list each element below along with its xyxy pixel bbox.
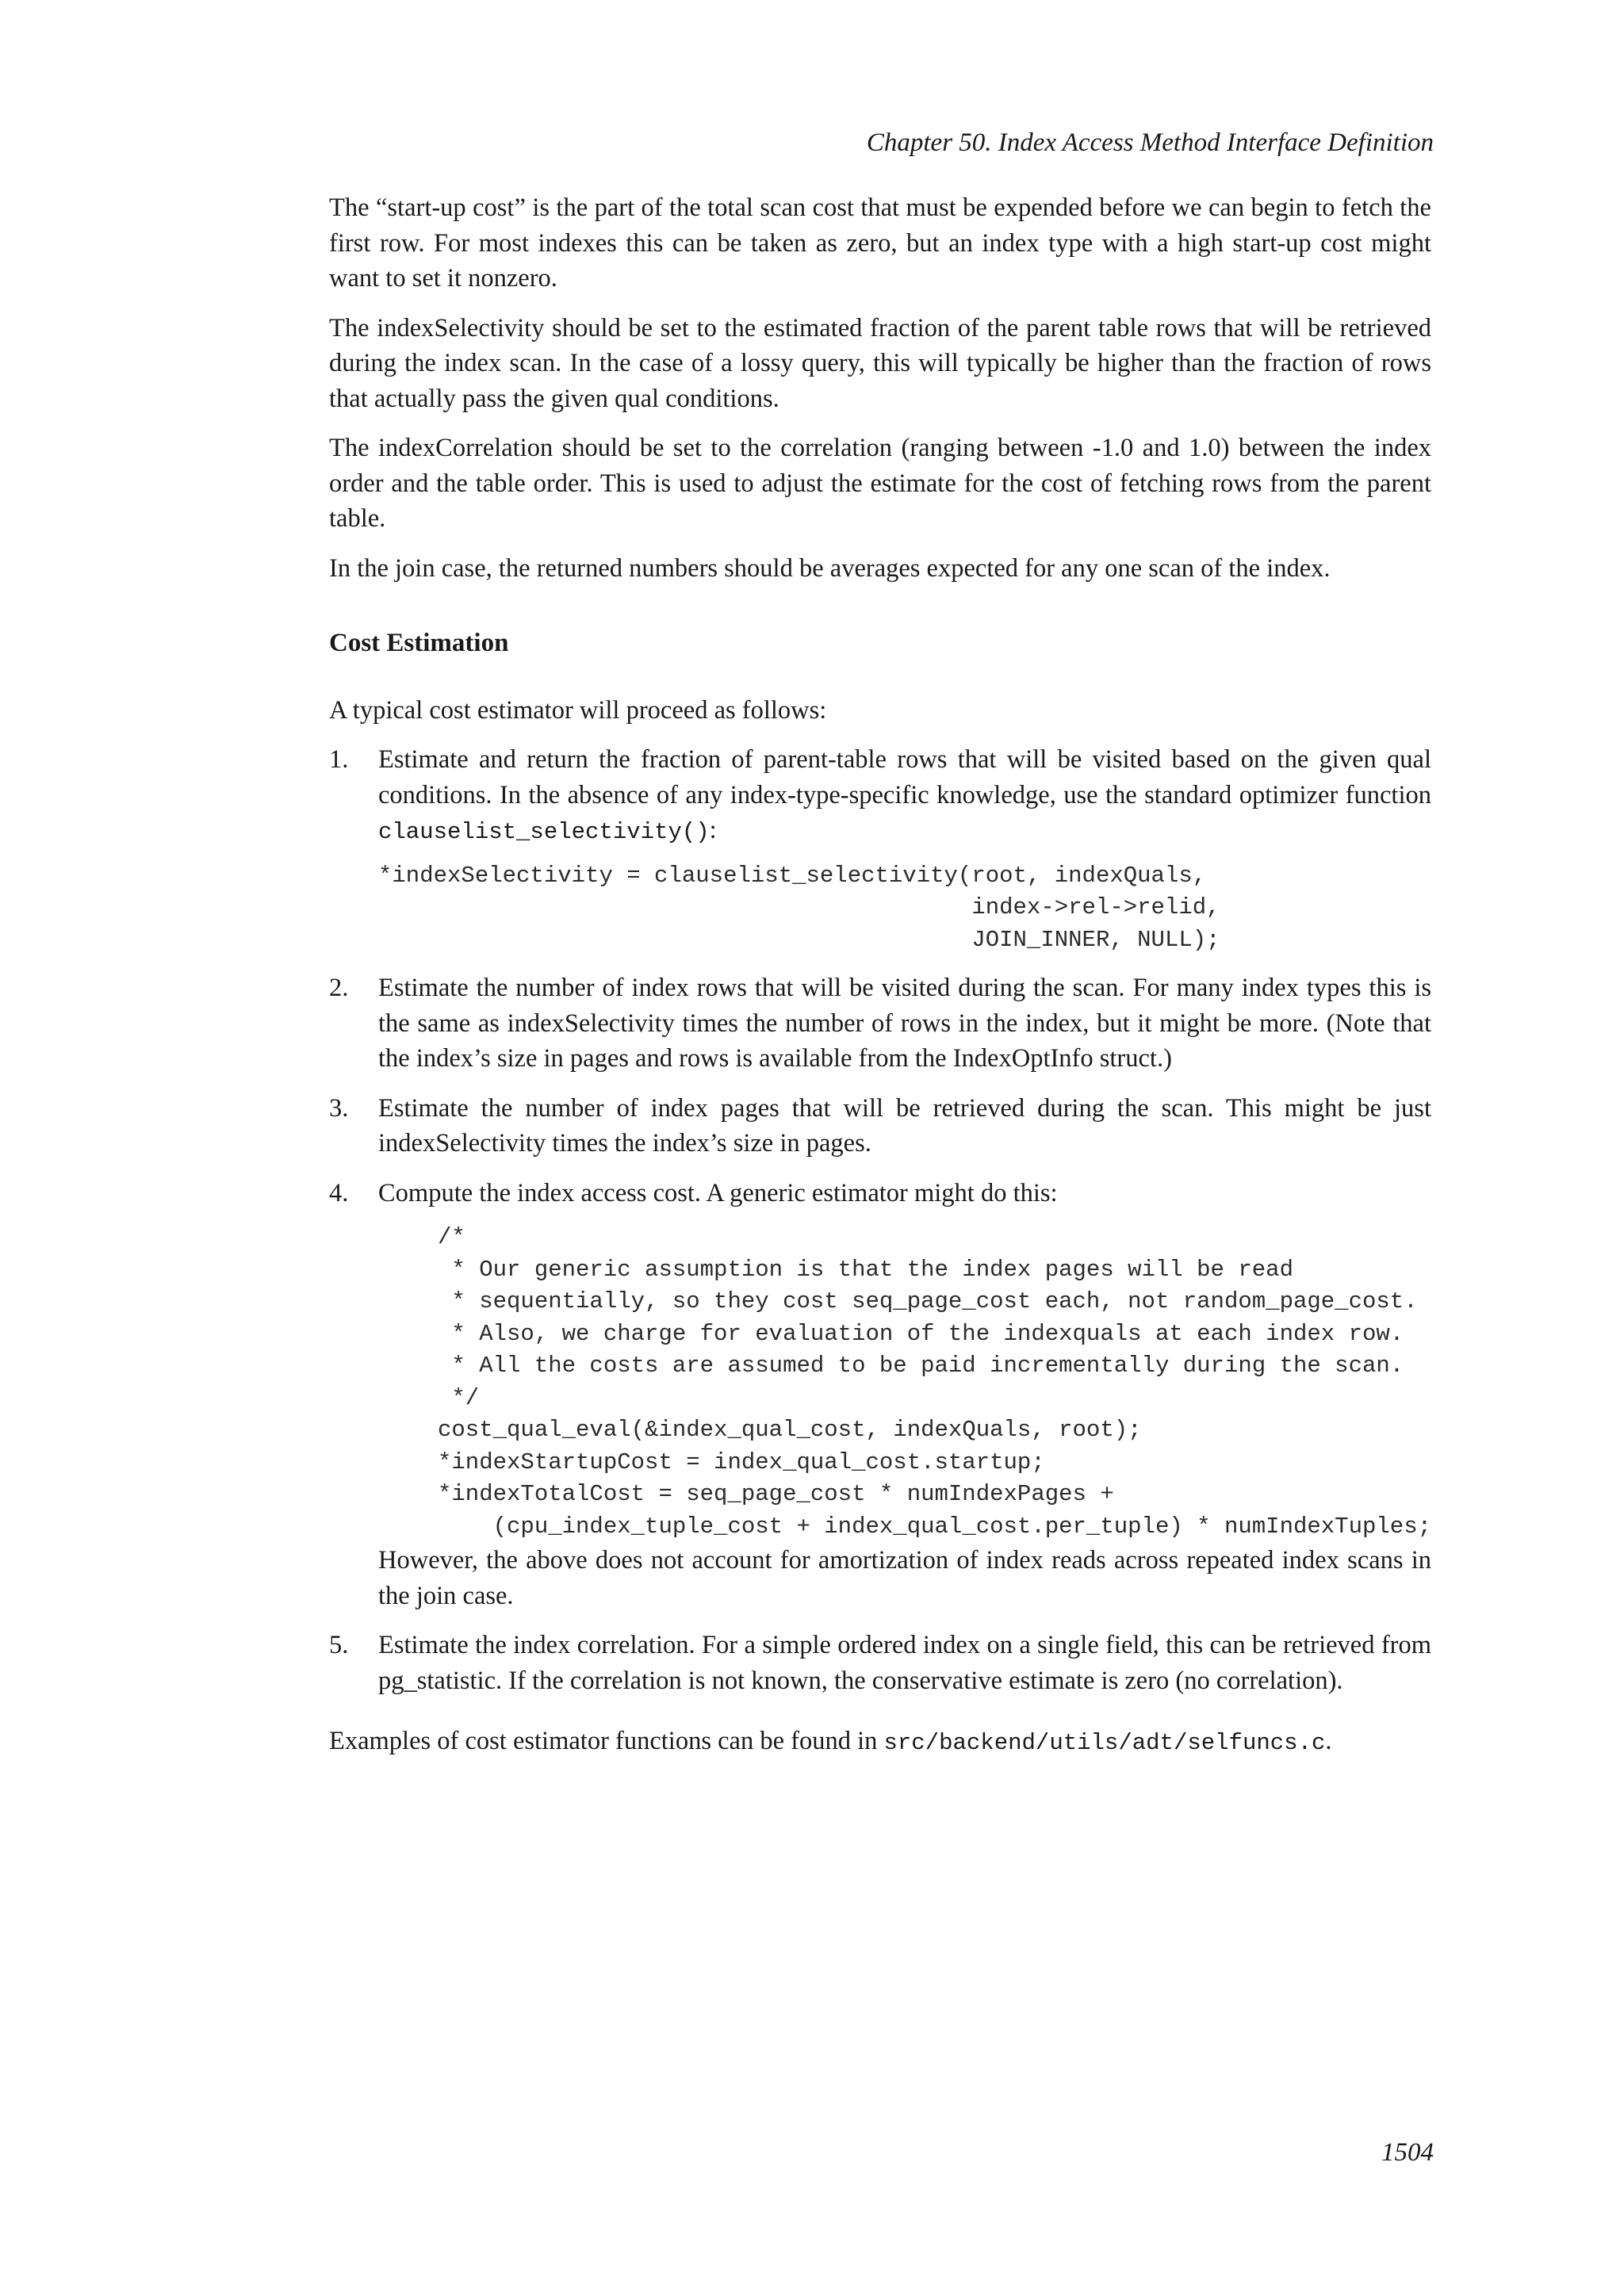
step-text: Estimate the number of index rows that will be visited during the scan. For many index types this is the same as indexSelectivity times the number of rows in the index, but it might be more. (Note that the index’s size in pages and rows is available from the IndexOptInfo struct.) — [378, 974, 1431, 1073]
code-block: /* * Our generic assumption is that the index pages will be read * sequentially, so they cost seq_page_cost each, not random_page_cost. * Also, we charge for evaluation of the indexquals at each index row. * All the costs are assumed to be paid incrementally during the scan. */ cost_qual_eval(&index_qual_cost, indexQuals, root); *indexStartupCost = index_qual_cost.startup; *indexTotalCost = seq_page_cost * numIndexPages + (cpu_index_tuple_cost + index_qual_cost.per_tuple) * numIndexTuples; — [438, 1224, 1432, 1540]
step-number: 3. — [329, 1093, 349, 1123]
closing-text: Examples of cost estimator functions can be found in — [329, 1727, 884, 1755]
section-title: Cost Estimation — [329, 629, 509, 657]
step-number: 4. — [329, 1178, 349, 1207]
running-header: Chapter 50. Index Access Method Interface Definition — [866, 128, 1434, 157]
step-text — [378, 742, 1431, 851]
list-item — [329, 1176, 1431, 1614]
paragraph-index-correlation: The indexCorrelation should be set to the correlation (ranging between -1.0 and 1.0) between the index order and the table order. This is used to adjust the estimate for the cost of fetching rows from the parent table. — [329, 434, 1431, 533]
step-note: However, the above does not account for amortization of index reads across repeated index scans in the join case. — [378, 1546, 1431, 1610]
steps-list — [329, 742, 1431, 1698]
step-text-end: : — [709, 816, 717, 844]
paragraph-index-selectivity: The indexSelectivity should be set to the estimated fraction of the parent table rows that will be retrieved during the index scan. In the case of a lossy query, this will typically be higher than the fraction of rows that actually pass the given qual conditions. — [329, 313, 1431, 413]
list-item — [329, 1091, 1431, 1161]
page-content — [329, 190, 1431, 1776]
inline-code: clauselist_selectivity() — [378, 819, 710, 845]
list-item — [329, 970, 1431, 1077]
paragraph-join-case: In the join case, the returned numbers should be averages expected for any one scan of the index. — [329, 553, 1331, 583]
section-intro: A typical cost estimator will proceed as follows: — [329, 695, 827, 725]
list-item — [329, 742, 1431, 956]
list-item — [329, 1628, 1431, 1698]
paragraph-startup-cost: The “start-up cost” is the part of the total scan cost that must be expended before we can begin to fetch the first row. For most indexes this can be taken as zero, but an index type with a high start-up cost might want to set it nonzero. — [329, 193, 1431, 293]
source-path: src/backend/utils/adt/selfuncs.c — [883, 1730, 1326, 1756]
step-number: 1. — [329, 745, 349, 774]
step-number: 5. — [329, 1631, 349, 1659]
page-number: 1504 — [1381, 2138, 1434, 2167]
step-text: Estimate the number of index pages that will be retrieved during the scan. This might be just indexSelectivity times the index’s size in pages. — [378, 1093, 1431, 1158]
step-text: Estimate the index correlation. For a simple ordered index on a single field, this can be retrieved from pg_statistic. If the correlation is not known, the conservative estimate is zero (no correlation). — [378, 1631, 1431, 1695]
step-text-part: Estimate and return the fraction of parent-table rows that will be visited based on the given qual conditions. In the absence of any index-type-specific knowledge, use the standard optimizer function — [378, 745, 1431, 809]
step-text: Compute the index access cost. A generic estimator might do this: — [378, 1178, 1058, 1207]
closing-paragraph — [329, 1724, 1431, 1762]
code-block: *indexSelectivity = clauselist_selectivity(root, indexQuals, index->rel->relid, JOIN_INNER, NULL); — [378, 862, 1220, 953]
closing-end: . — [1325, 1727, 1332, 1755]
step-number: 2. — [329, 974, 349, 1002]
